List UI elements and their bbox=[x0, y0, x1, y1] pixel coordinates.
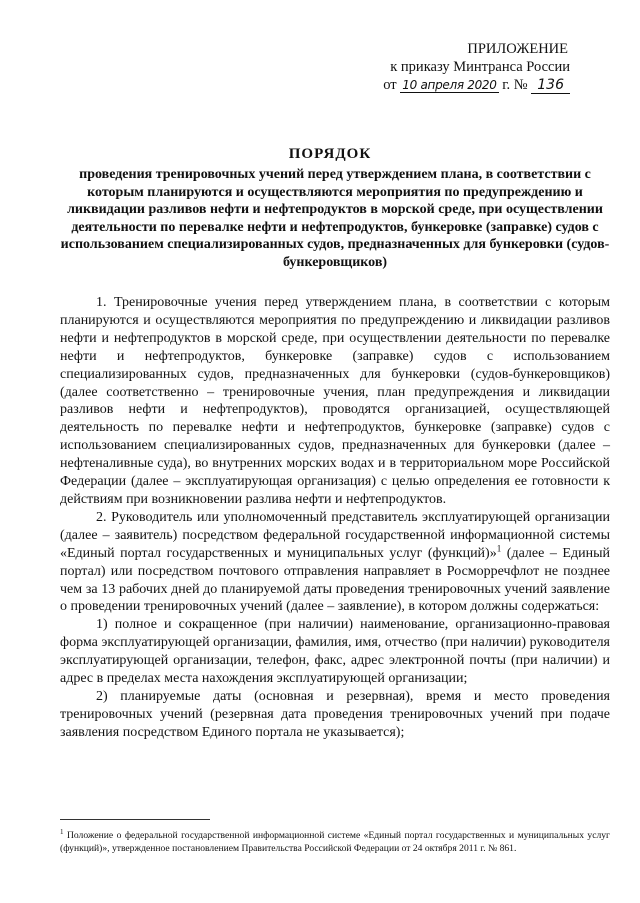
footnote-reference: 1 bbox=[496, 543, 502, 554]
footnote bbox=[60, 826, 610, 855]
paragraph-2 bbox=[60, 509, 610, 616]
document-body bbox=[60, 294, 610, 742]
paragraph-2-text: 2. Руководитель или уполномоченный представитель эксплуатирующей организации (далее – заявитель) посредством федеральной государственной информационной системы «Единый портал государственных и муниципальных услуг (функций)» bbox=[60, 509, 610, 561]
appendix-header bbox=[340, 40, 570, 94]
order-date-line bbox=[340, 76, 570, 94]
handwritten-date: 10 апреля 2020 bbox=[402, 78, 497, 92]
document-title: ПОРЯДОК bbox=[288, 146, 372, 162]
paragraph-2-continuation: (далее – Единый портал) или посредством почтового отправления направляет в Росморречфлот не позднее чем за 13 рабочих дней до планируемой даты проведения тренировочных учений заявление о проведении тренировочных учений (далее – заявление), в котором должны содержаться: bbox=[60, 545, 610, 615]
list-item-2: 2) планируемые даты (основная и резервная), время и место проведения тренировочных учений (резервная дата проведения тренировочных учений при подаче заявления посредством Единого портала не указывается); bbox=[60, 688, 610, 740]
date-prefix: от bbox=[383, 77, 397, 93]
document-subtitle: проведения тренировочных учений перед утверждением плана, в соответствии с которым планируются и осуществляются мероприятия по предупреждению и ликвидации разливов нефти и нефтепродуктов в морской среде, при осуществлении деятельности по перевалке нефти и нефтепродуктов, бункеровке (заправке) судов с использованием специализированных судов, предназначенных для бункеровки (судов-бункеровщиков) bbox=[60, 167, 610, 270]
year-suffix: г. № bbox=[502, 77, 528, 93]
appendix-label: ПРИЛОЖЕНИЕ bbox=[467, 41, 568, 57]
footnote-mark: 1 bbox=[60, 828, 64, 836]
footnote-divider bbox=[60, 819, 210, 820]
list-item-1: 1) полное и сокращенное (при наличии) наименование, организационно-правовая форма эксплуатирующей организации, фамилия, имя, отчество (при наличии) руководителя эксплуатирующей организации, телефон, факс, адрес электронной почты (при наличии) и адрес в пределах места нахождения эксплуатирующей организации; bbox=[60, 617, 610, 687]
handwritten-order-number: 136 bbox=[531, 77, 570, 94]
footnote-text: Положение о федеральной государственной информационной системе «Единый портал государственных и муниципальных услуг (функций)», утвержденное постановлением Правительства Российской Федерации от 24 октября 2011 г. № 861. bbox=[60, 830, 610, 854]
paragraph-1: 1. Тренировочные учения перед утверждением плана, в соответствии с которым планируются и осуществляются мероприятия по предупреждению и ликвидации разливов нефти и нефтепродуктов в морской среде, при осуществлении деятельности по перевалке нефти и нефтепродуктов, бункеровке (заправке) судов с использованием специализированных судов, предназначенных для бункеровки (судов-бункеровщиков) (далее соответственно – тренировочные учения, план предупреждения и ликвидации разливов нефти и нефтепродуктов), проводятся организацией, осуществляющей деятельность по перевалке нефти и нефтепродуктов, бункеровке (заправке) судов с использованием специализированных судов, предназначенных для бункеровки (далее – нефтеналивные суда), во внутренних морских водах и в территориальном море Российской Федерации (далее – эксплуатирующая организация) с целью определения ее готовности к действиям при возникновении разлива нефти и нефтепродуктов. bbox=[60, 295, 610, 507]
order-reference: к приказу Минтранса России bbox=[390, 59, 570, 75]
